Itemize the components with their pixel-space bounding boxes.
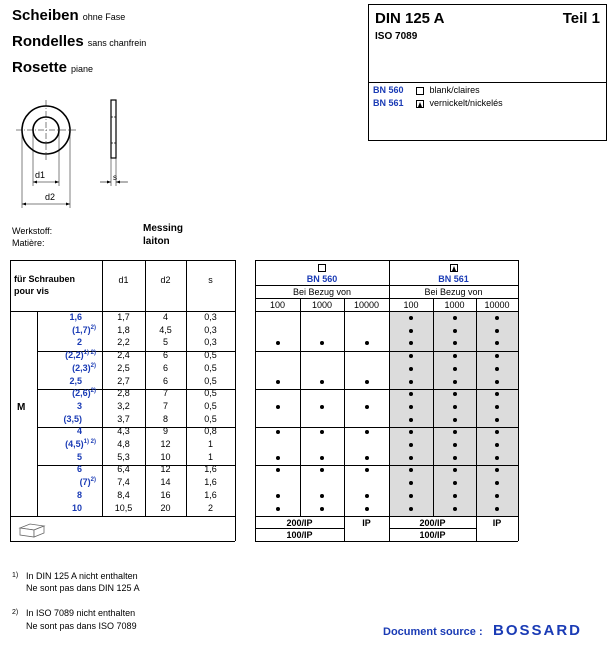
material-value-fr: laiton	[143, 236, 170, 247]
availability-dot	[453, 481, 457, 485]
d1-value: 1,7	[117, 312, 130, 322]
pack-200-560: 200/IP	[286, 518, 313, 528]
availability-dot	[495, 494, 499, 498]
availability-dot	[453, 494, 457, 498]
availability-dot	[409, 367, 413, 371]
bn560-header: BN 560	[306, 274, 338, 284]
document-source-label: Document source :	[383, 626, 483, 638]
availability-dot	[365, 494, 369, 498]
availability-dot	[453, 456, 457, 460]
footnote-1-de: In DIN 125 A nicht enthalten	[26, 571, 138, 581]
screw-size: $(7)^{2)}$	[79, 477, 96, 488]
d2-value: 6	[162, 375, 168, 386]
availability-dot	[495, 316, 499, 320]
d1-value: 5,3	[117, 451, 130, 462]
screw-size: 4	[76, 426, 82, 437]
availability-dot	[495, 443, 499, 447]
thread-m-label: M	[17, 402, 26, 413]
d2-value: 20	[160, 502, 171, 513]
d2-value: 10	[160, 451, 171, 462]
availability-dot	[453, 430, 457, 434]
d2-value: 9	[162, 426, 168, 437]
screw-size: (3,5)	[63, 413, 82, 424]
availability-dot	[453, 380, 457, 384]
d2-value: 7	[162, 388, 168, 399]
d1-value: 2,4	[117, 350, 130, 361]
d1-value: 3,2	[117, 400, 130, 411]
iso-number: ISO 7089	[375, 31, 418, 42]
table-border	[518, 260, 519, 541]
d2-value: 4,5	[159, 324, 172, 335]
d1-value: 1,8	[117, 324, 130, 335]
availability-dot	[409, 418, 413, 422]
d2-value: 4	[162, 312, 168, 322]
table-border	[10, 541, 235, 542]
qty-header: 10000	[484, 300, 510, 310]
qty-header: 1000	[311, 300, 333, 310]
availability-dot	[409, 329, 413, 333]
availability-dot	[453, 354, 457, 358]
availability-dot	[409, 380, 413, 384]
col-header-d2: d2	[160, 275, 171, 285]
package-icon	[18, 520, 46, 538]
availability-dot	[495, 367, 499, 371]
availability-dot	[365, 507, 369, 511]
d2-label: d2	[45, 192, 56, 202]
group-divider	[255, 427, 518, 428]
table-border	[255, 311, 518, 312]
s-value: 1,6	[204, 477, 217, 488]
nickel-box-icon	[416, 100, 424, 108]
table-border	[300, 298, 301, 516]
availability-dot	[453, 367, 457, 371]
s-value: 0,8	[204, 426, 217, 437]
availability-dot	[453, 443, 457, 447]
availability-dot	[409, 507, 413, 511]
d1-value: 2,7	[117, 375, 130, 386]
footnote-2-fr: Ne sont pas dans ISO 7089	[26, 621, 137, 631]
s-value: 0,3	[204, 337, 217, 348]
table-border	[255, 298, 518, 299]
finish-row-561: BN 561 vernickelt/nickelés	[373, 98, 503, 108]
screw-size: 8	[76, 489, 82, 500]
screw-size: 1,6	[69, 312, 82, 322]
bei-bezug-560: Bei Bezug von	[292, 287, 352, 297]
d2-value: 6	[162, 350, 168, 361]
screw-size: 10	[71, 502, 82, 513]
d2-value: 8	[162, 413, 168, 424]
s-value: 0,3	[204, 312, 217, 322]
s-value: 0,5	[204, 350, 217, 361]
availability-dot	[453, 316, 457, 320]
screw-size: 5	[76, 451, 82, 462]
s-value: 0,5	[204, 413, 217, 424]
screw-size: $(2,3)^{2)}$	[72, 362, 96, 373]
table-border	[255, 516, 518, 517]
d1-value: 6,4	[117, 464, 130, 475]
availability-dot	[365, 380, 369, 384]
d2-value: 7	[162, 400, 168, 411]
s-value: 1,6	[204, 464, 217, 475]
screw-size: 2	[76, 337, 82, 348]
d1-value: 7,4	[117, 477, 130, 488]
availability-dot	[365, 341, 369, 345]
bossard-logo: BOSSARD	[493, 622, 583, 639]
availability-dot	[409, 316, 413, 320]
col-header-d1: d1	[118, 275, 129, 285]
availability-dot	[276, 494, 280, 498]
availability-dot	[276, 430, 280, 434]
d1-value: 4,3	[117, 426, 130, 437]
availability-dot	[495, 405, 499, 409]
availability-dot	[320, 456, 324, 460]
col-header-s: s	[208, 275, 213, 285]
availability-dot	[453, 405, 457, 409]
plain-box-icon	[416, 87, 424, 95]
footnote-1-fr: Ne sont pas dans DIN 125 A	[26, 583, 140, 593]
group-divider	[255, 465, 518, 466]
s-value: 0,5	[204, 375, 217, 386]
washer-drawing	[8, 94, 138, 214]
availability-dot	[453, 329, 457, 333]
availability-dot	[320, 430, 324, 434]
divider	[369, 82, 606, 83]
s-value: 1	[207, 439, 213, 449]
s-value: 2	[207, 502, 213, 513]
screw-size: 6	[76, 464, 82, 475]
d2-value: 5	[162, 337, 168, 348]
s-value: 0,5	[204, 388, 217, 399]
availability-dot	[495, 380, 499, 384]
availability-dot	[276, 341, 280, 345]
d1-value: 2,8	[117, 388, 130, 399]
pack-200-561: 200/IP	[419, 518, 446, 528]
bei-bezug-561: Bei Bezug von	[424, 287, 483, 297]
availability-dot	[320, 494, 324, 498]
finish-row-560: BN 560 blank/claires	[373, 85, 480, 95]
availability-dot	[409, 494, 413, 498]
availability-dot	[495, 418, 499, 422]
d1-value: 2,5	[117, 362, 130, 373]
pack-ip-561: IP	[492, 518, 502, 528]
material-label-de: Werkstoff:	[12, 226, 53, 236]
table-border	[255, 285, 518, 286]
footnote-2-de: In ISO 7089 nicht enthalten	[26, 608, 136, 618]
availability-dot	[409, 405, 413, 409]
availability-dot	[276, 507, 280, 511]
table-border	[433, 298, 434, 516]
screw-size: 3	[76, 400, 82, 411]
d2-value: 12	[160, 464, 171, 475]
d2-value: 6	[162, 362, 168, 373]
s-value: 1,6	[204, 489, 217, 500]
title-it: Rosette piane	[12, 59, 94, 76]
screw-size: $(2,6)^{2)}$	[72, 388, 96, 399]
s-value: 0,3	[204, 324, 217, 335]
bn561-header: BN 561	[438, 274, 469, 284]
availability-dot	[320, 468, 324, 472]
availability-dot	[409, 456, 413, 460]
d1-value: 2,2	[117, 337, 130, 348]
availability-dot	[495, 329, 499, 333]
table-border	[10, 260, 11, 541]
table-border	[344, 298, 345, 541]
pack-100-560: 100/IP	[286, 530, 313, 540]
table-border	[235, 260, 236, 541]
d1-value: 8,4	[117, 489, 130, 500]
pack-100-561: 100/IP	[419, 530, 446, 540]
plain-box-icon	[318, 264, 326, 272]
availability-dot	[276, 468, 280, 472]
availability-dot	[495, 507, 499, 511]
qty-header: 100	[269, 300, 286, 310]
availability-dot	[276, 380, 280, 384]
material-value-de: Messing	[143, 223, 184, 234]
standard-part: Teil 1	[562, 10, 600, 27]
availability-dot	[365, 456, 369, 460]
d2-value: 16	[160, 489, 171, 500]
availability-dot	[320, 380, 324, 384]
s-value: 0,5	[204, 362, 217, 373]
footnote-1-number: 1)	[12, 572, 19, 579]
availability-dot	[365, 430, 369, 434]
footnote-2-number: 2)	[12, 609, 19, 616]
material-label-fr: Matière:	[12, 238, 45, 248]
availability-dot	[320, 405, 324, 409]
availability-dot	[453, 418, 457, 422]
availability-dot	[453, 468, 457, 472]
qty-header: 1000	[444, 300, 465, 310]
qty-header: 100	[403, 300, 419, 310]
availability-dot	[320, 341, 324, 345]
s-value: 0,5	[204, 400, 217, 411]
screw-size: $(1,7)^{2)}$	[72, 324, 96, 335]
standard-box	[368, 4, 607, 141]
title-fr: Rondelles sans chanfrein	[12, 33, 147, 50]
table-border	[255, 528, 344, 529]
qty-header: 10000	[353, 300, 380, 310]
d2-value: 14	[160, 477, 171, 488]
table-border	[10, 260, 235, 261]
availability-dot	[495, 456, 499, 460]
d1-value: 10,5	[114, 502, 133, 513]
pack-ip-560: IP	[362, 518, 371, 528]
availability-dot	[453, 392, 457, 396]
d2-value: 12	[160, 439, 171, 449]
table-border	[476, 298, 477, 541]
d1-label: d1	[35, 170, 46, 180]
standard-number: DIN 125 A	[375, 10, 445, 27]
screw-size: 2,5	[69, 375, 82, 386]
group-divider	[255, 389, 518, 390]
table-border	[389, 528, 476, 529]
table-border	[255, 260, 518, 261]
availability-dot	[453, 507, 457, 511]
s-label: s	[113, 173, 117, 182]
screw-size: $(2,2)^{1) 2)}$	[65, 350, 96, 361]
table-border	[255, 541, 518, 542]
screw-size: $(4,5)^{1) 2)}$	[65, 439, 96, 449]
title-de: Scheiben ohne Fase	[12, 7, 126, 24]
d1-value: 3,7	[117, 413, 130, 424]
availability-dot	[365, 405, 369, 409]
d1-value: 4,8	[117, 439, 130, 449]
group-divider	[255, 351, 518, 352]
table-border	[10, 516, 235, 517]
availability-dot	[276, 405, 280, 409]
col-header-screw: für Schrauben pour vis	[14, 274, 76, 296]
availability-dot	[453, 341, 457, 345]
availability-dot	[320, 507, 324, 511]
s-value: 1	[207, 451, 213, 462]
availability-dot	[365, 468, 369, 472]
availability-dot	[409, 443, 413, 447]
availability-dot	[276, 456, 280, 460]
nickel-box-icon	[450, 264, 458, 272]
